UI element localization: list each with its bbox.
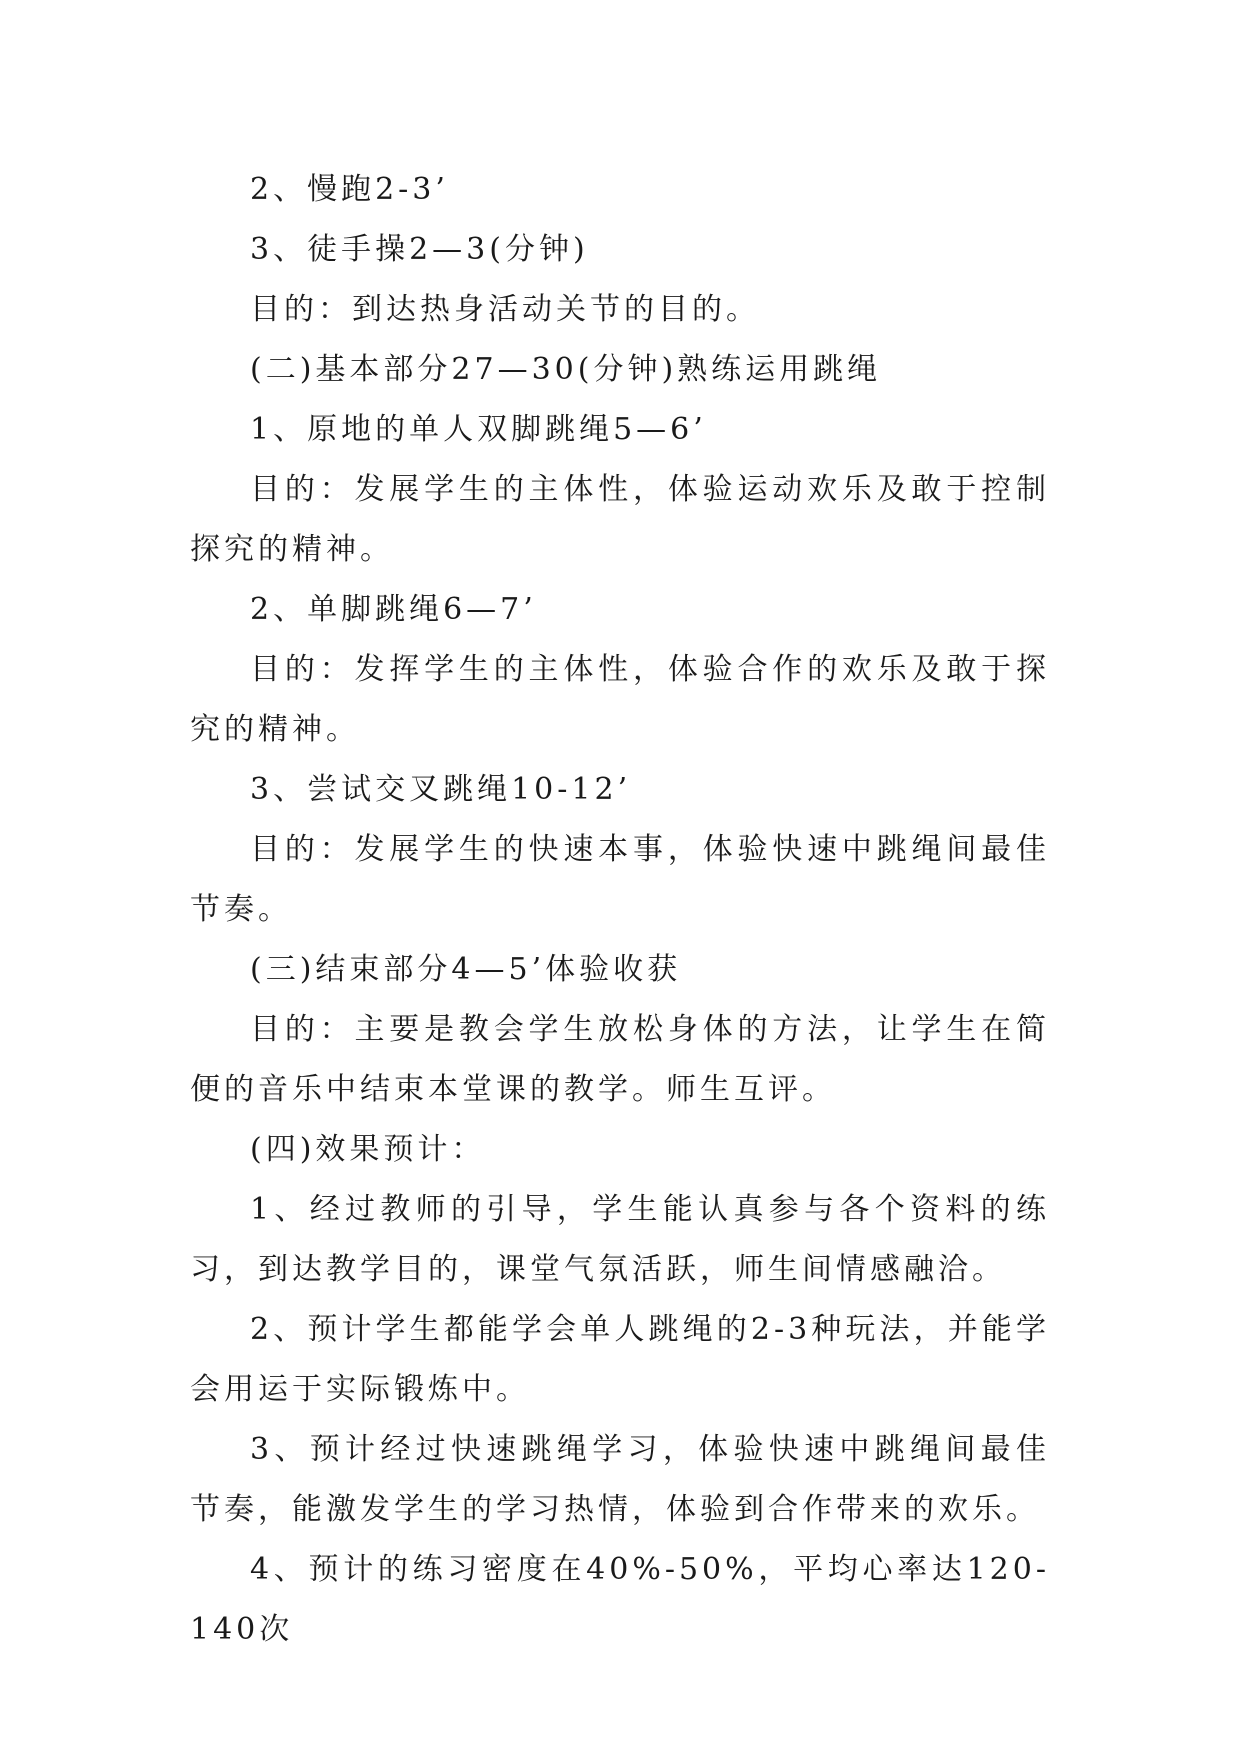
section-heading-expected-effect: (四)效果预计： [250,1132,486,1167]
paragraph-effect-4: 4、预计的练习密度在40%-50%，平均心率达120-140次 [190,1552,1050,1647]
paragraph-double-foot-jump: 1、原地的单人双脚跳绳5—6’ [250,412,707,447]
paragraph-cross-jump: 3、尝试交叉跳绳10-12’ [250,772,632,807]
section-heading-basic-part: (二)基本部分27—30(分钟)熟练运用跳绳 [250,352,882,387]
document-body [190,160,1050,1660]
section-heading-ending-part: (三)结束部分4—5’体验收获 [250,952,682,987]
paragraph-effect-1: 1、经过教师的引导，学生能认真参与各个资料的练习，到达教学目的，课堂气氛活跃，师生间情感融洽。 [190,1192,1050,1287]
paragraph-cross-jump-purpose: 目的：发展学生的快速本事，体验快速中跳绳间最佳节奏。 [190,832,1050,927]
paragraph-freehand-exercise: 3、徒手操2—3(分钟) [250,232,589,267]
paragraph-warmup-purpose: 目的：到达热身活动关节的目的。 [250,292,760,327]
paragraph-double-foot-purpose: 目的：发展学生的主体性，体验运动欢乐及敢于控制探究的精神。 [190,472,1050,567]
paragraph-warmup-jog: 2、慢跑2-3’ [250,172,449,207]
paragraph-effect-2: 2、预计学生都能学会单人跳绳的2-3种玩法，并能学会用运于实际锻炼中。 [190,1312,1050,1407]
paragraph-single-foot-purpose: 目的：发挥学生的主体性，体验合作的欢乐及敢于探究的精神。 [190,652,1050,747]
paragraph-effect-3: 3、预计经过快速跳绳学习，体验快速中跳绳间最佳节奏，能激发学生的学习热情，体验到合作带来的欢乐。 [190,1432,1050,1527]
paragraph-single-foot-jump: 2、单脚跳绳6—7’ [250,592,537,627]
paragraph-ending-purpose: 目的：主要是教会学生放松身体的方法，让学生在简便的音乐中结束本堂课的教学。师生互评。 [190,1012,1050,1107]
